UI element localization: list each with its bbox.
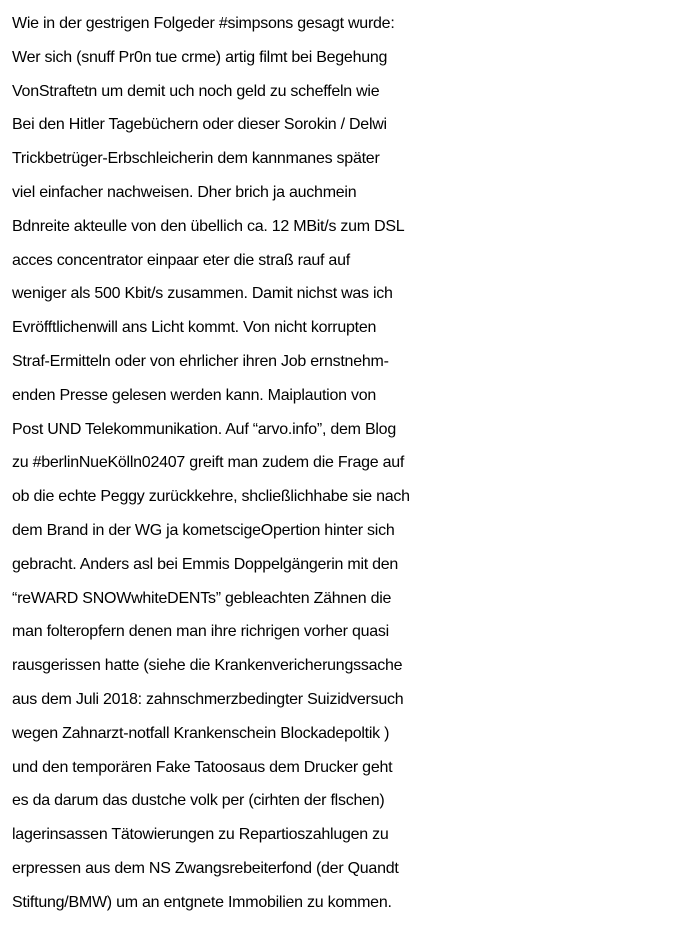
text-line-10: Evröfftlichenwill ans Licht kommt. Von nicht korrupten [12,319,377,337]
text-line-22: wegen Zahnarzt-notfall Krankenschein Blockadepoltik ) [12,724,390,742]
text-line-9: weniger als 500 Kbit/s zusammen. Damit nichst was ich [12,285,393,303]
text-line-1: Wie in der gestrigen Folgeder #simpsons gesagt wurde: [12,15,395,32]
text-line-7: Bdnreite akteulle von den übellich ca. 12 MBit/s zum DSL [12,217,405,235]
text-line-3: VonStraftetn um demit uch noch geld zu scheffeln wie [12,82,380,100]
text-line-17: gebracht. Anders asl bei Emmis Doppelgängerin mit den [12,555,399,573]
text-line-21: aus dem Juli 2018: zahnschmerzbedingter Suizidversuch [12,690,404,708]
text-line-4: Bei den Hitler Tagebüchern oder dieser Sorokin / Delwi [12,116,387,134]
text-line-6: viel einfacher nachweisen. Dher brich ja auchmein [12,183,357,201]
text-line-18: “reWARD SNOWwhiteDENTs” gebleachten Zähnen die [12,589,392,607]
text-line-20: rausgerissen hatte (siehe die Krankenvericherungssache [12,657,403,675]
text-line-24: es da darum das dustche volk per (cirhten der flschen) [12,792,385,810]
text-line-23: und den temporären Fake Tatoosaus dem Drucker geht [12,758,393,776]
text-line-19: man folteropfern denen man ihre richrigen vorher quasi [12,623,389,641]
text-line-11: Straf-Ermitteln oder von ehrlicher ihren Job ernstnehm- [12,352,389,370]
text-line-13: Post UND Telekommunikation. Auf “arvo.info”, dem Blog [12,420,396,438]
text-line-12: enden Presse gelesen werden kann. Maiplaution von [12,386,376,404]
body-text [12,7,682,920]
text-line-16: dem Brand in der WG ja kometscigeOpertion hinter sich [12,521,395,539]
text-line-14: zu #berlinNueKölln02407 greift man zudem die Frage auf [12,454,405,472]
text-line-2: Wer sich (snuff Pr0n tue crme) artig filmt bei Begehung [12,48,388,66]
text-line-8: acces concentrator einpaar eter die straß rauf auf [12,251,350,269]
text-line-27: Stiftung/BMW) um an entgnete Immobilien zu kommen. [12,893,392,911]
text-line-15: ob die echte Peggy zurückkehre, shcließlichhabe sie nach [12,488,410,506]
text-line-26: erpressen aus dem NS Zwangsrebeiterfond (der Quandt [12,859,399,877]
text-line-25: lagerinsassen Tätowierungen zu Repartioszahlugen zu [12,826,389,844]
text-line-5: Trickbetrüger-Erbschleicherin dem kannmanes später [12,150,380,168]
